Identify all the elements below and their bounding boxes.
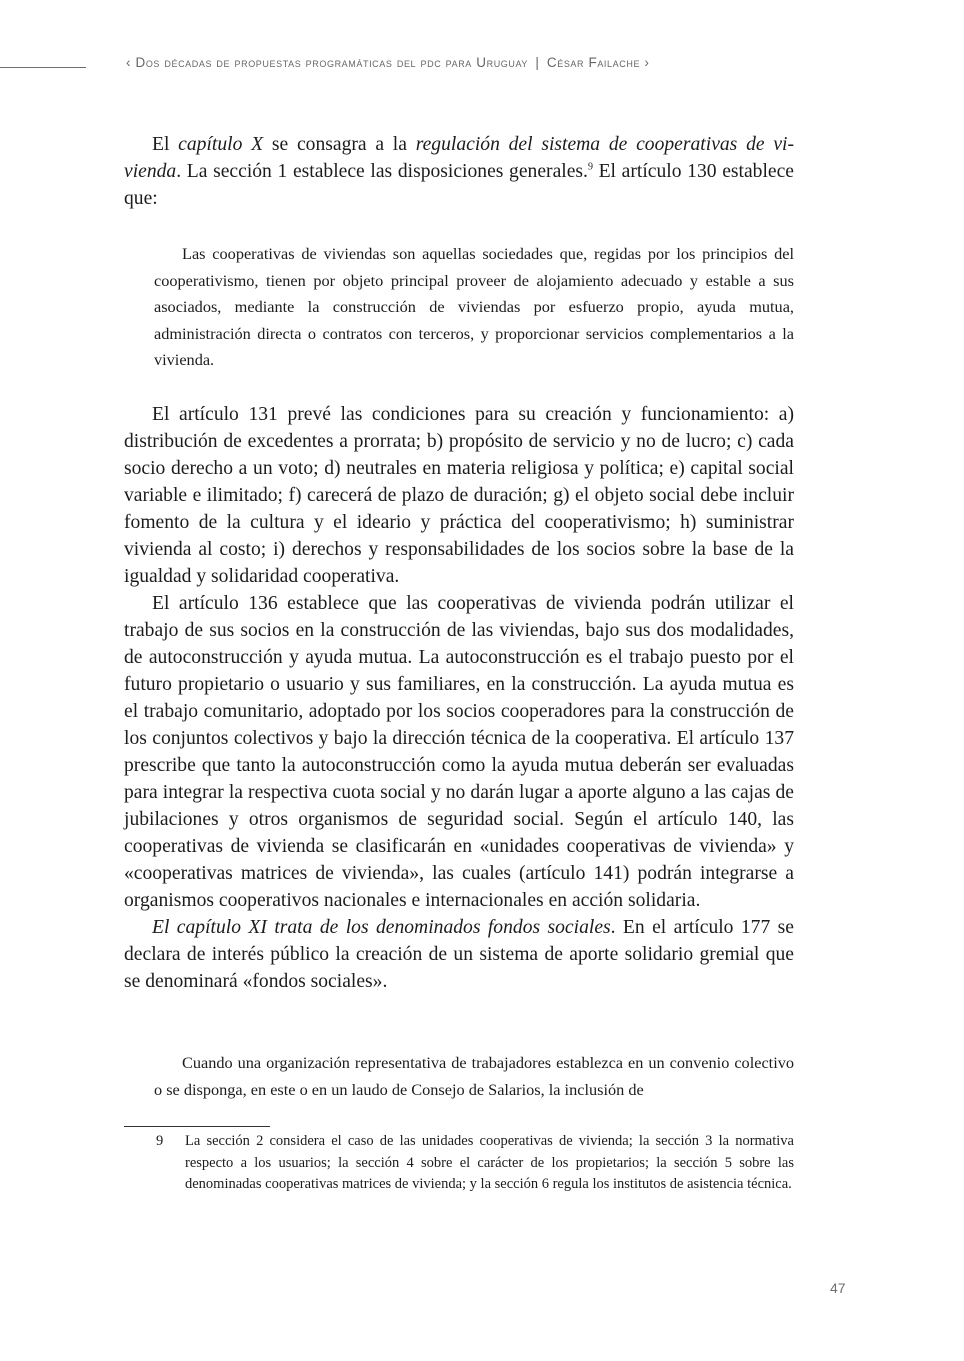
italic-regulation-phrase: regulación del sistema de cooperativas de vivienda [124,134,794,182]
footnote-reference-9: 9 [587,161,593,173]
paragraph-chapter-xi [124,914,794,995]
running-head-open-glyph: ‹ [126,55,132,70]
page-number: 47 [830,1280,846,1296]
paragraph-article-131: El artículo 131 prevé las condiciones para su creación y funcionamiento: a) distribución de excedentes a prorrata; b) propósito de servicio y no de lucro; c) cada socio derecho a un voto; d) neutrales en materia religiosa y política; e) capital social variable e ilimitado; f) carecerá de plazo de duración; g) el objeto social debe incluir fomento de la cultura y el ideario y práctica del cooperativismo; h) suministrar vivienda al costo; i) derechos y responsabilidades de los socios sobre la base de la igualdad y solidaridad cooperativa. [124,404,794,587]
italic-chapter-x: capítulo X [178,134,264,155]
running-head-separator: | [535,55,540,70]
running-head-title: Dos décadas de propuestas programáticas del pdc para Uruguay [135,55,529,70]
italic-chapter-xi: El capítulo XI trata de los denominados fondos sociales [152,917,611,938]
quote-text: Cuando una organización representativa de trabajadores establezca en un convenio colectivo o se disponga, en este o en un laudo de Consejo de Salarios, la inclusión de [154,1053,794,1099]
quote-text: Las cooperativas de viviendas son aquellas sociedades que, regidas por los principios del cooperativismo, tienen por objeto principal proveer de alojamiento adecuado y estable a sus asociados, mediante la construcción de viviendas por esfuerzo propio, ayuda mutua, administración directa o contratos con terceros, y proporcionar servicios complementarios a la vivienda. [154,244,794,369]
block-quote-convenio [154,1050,794,1103]
footnote-9 [124,1131,794,1196]
running-head-author: César Failache [546,55,641,70]
running-head [126,55,826,70]
paragraph-chapter-x [124,131,794,212]
text-run: El artículo 130 establece que: [124,161,794,209]
text-run: . En el artículo 177 se declara de interés público la creación de un sistema de aporte solidario gremial que se denominará «fondos sociales». [124,917,794,992]
footnote-number: 9 [156,1133,164,1149]
text-run: se consagra a la [263,134,416,155]
block-quote-article-130 [154,241,794,374]
header-rule [0,67,86,68]
footnote-text: La sección 2 considera el caso de las unidades cooperativas de vivienda; la sección 3 la normativa respecto a los usuarios; la sección 4 sobre el carácter de los propietarios; la sección 5 sobre las denominadas cooperativas matrices de vivienda; y la sección 6 regula los institutos de asistencia técnica. [185,1133,794,1192]
running-head-close-glyph: › [644,55,650,70]
text-run: . La sección 1 establece las disposiciones generales. [176,161,588,182]
body-paragraphs [124,401,794,995]
text-run: El [152,134,179,155]
footnote-rule [124,1126,270,1127]
paragraph-article-136: El artículo 136 establece que las cooperativas de vivienda podrán utilizar el trabajo de sus socios en la construcción de las viviendas, bajo sus dos modalidades, de autoconstrucción y ayuda mutua. La autoconstrucción es el trabajo puesto por el futuro propietario o usuario y sus familiares, en la construcción. La ayuda mutua es el trabajo comunitario, adoptado por los socios cooperadores para la construcción de los conjuntos colectivos y bajo la dirección técnica de la cooperativa. El artículo 137 prescribe que tanto la autoconstrucción como la ayuda mutua deberán ser evaluadas para integrar la respectiva cuota social y no darán lugar a aporte alguno a las cajas de jubilaciones y otros organismos de seguridad social. Según el artículo 140, las cooperativas de vivienda se clasificarán en «unidades cooperativas de vivienda» y «cooperativas matrices de vivienda», las cuales (artículo 141) podrán integrarse a organismos cooperativos nacionales e internacionales en acción solidaria. [124,593,794,911]
